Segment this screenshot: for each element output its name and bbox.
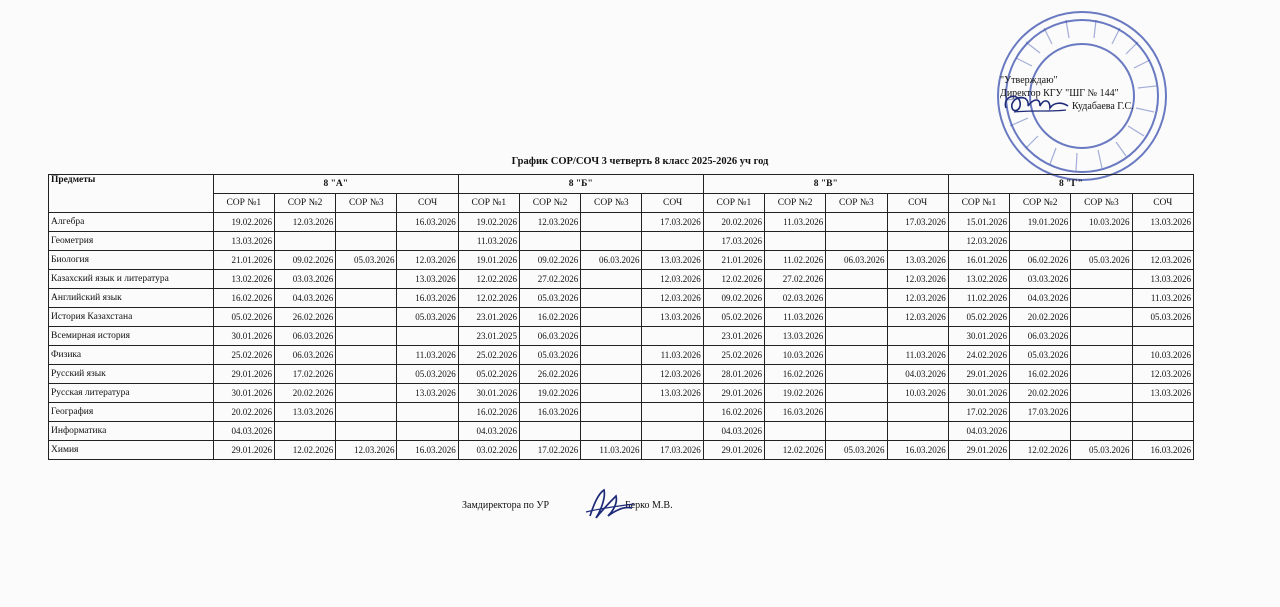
date-cell: 19.01.2026 — [458, 251, 519, 270]
date-cell: 27.02.2026 — [519, 270, 580, 289]
date-cell — [336, 289, 397, 308]
date-cell — [581, 327, 642, 346]
date-cell: 12.03.2026 — [642, 365, 703, 384]
subcolumn-header: СОР №1 — [213, 194, 274, 213]
date-cell — [1071, 232, 1132, 251]
date-cell — [1071, 365, 1132, 384]
subcolumn-header: СОР №1 — [948, 194, 1009, 213]
date-cell — [519, 422, 580, 441]
subcolumn-header: СОР №2 — [765, 194, 826, 213]
date-cell: 19.02.2026 — [458, 213, 519, 232]
date-cell: 16.03.2026 — [765, 403, 826, 422]
date-cell: 05.03.2026 — [826, 441, 887, 460]
date-cell: 06.02.2026 — [1010, 251, 1071, 270]
date-cell — [1071, 403, 1132, 422]
date-cell: 30.01.2026 — [458, 384, 519, 403]
date-cell: 09.02.2026 — [274, 251, 335, 270]
date-cell — [1071, 308, 1132, 327]
date-cell: 06.03.2026 — [581, 251, 642, 270]
date-cell — [397, 422, 458, 441]
date-cell: 10.03.2026 — [765, 346, 826, 365]
date-cell: 30.01.2026 — [213, 384, 274, 403]
subcolumn-header: СОР №2 — [274, 194, 335, 213]
date-cell: 16.02.2026 — [703, 403, 764, 422]
subcolumn-header: СОР №3 — [336, 194, 397, 213]
date-cell: 04.03.2026 — [703, 422, 764, 441]
date-cell: 28.01.2026 — [703, 365, 764, 384]
table-row — [49, 327, 1194, 346]
date-cell — [826, 422, 887, 441]
date-cell — [1132, 422, 1193, 441]
date-cell — [581, 365, 642, 384]
date-cell: 17.03.2026 — [642, 213, 703, 232]
date-cell: 13.02.2026 — [948, 270, 1009, 289]
date-cell: 17.03.2026 — [1010, 403, 1071, 422]
date-cell: 12.03.2026 — [397, 251, 458, 270]
date-cell: 26.02.2026 — [274, 308, 335, 327]
date-cell — [336, 270, 397, 289]
date-cell: 29.01.2026 — [948, 365, 1009, 384]
subject-cell: Геометрия — [49, 232, 214, 251]
table-row — [49, 365, 1194, 384]
date-cell: 17.03.2026 — [703, 232, 764, 251]
date-cell — [581, 384, 642, 403]
date-cell — [642, 232, 703, 251]
approval-heading: "Утверждаю" — [1000, 75, 1058, 86]
date-cell — [642, 422, 703, 441]
date-cell: 30.01.2026 — [948, 327, 1009, 346]
table-row — [49, 422, 1194, 441]
date-cell: 12.03.2026 — [274, 213, 335, 232]
date-cell: 05.03.2026 — [1132, 308, 1193, 327]
date-cell — [581, 232, 642, 251]
date-cell: 05.03.2026 — [519, 346, 580, 365]
date-cell: 20.02.2026 — [1010, 308, 1071, 327]
date-cell: 16.01.2026 — [948, 251, 1009, 270]
date-cell: 11.02.2026 — [948, 289, 1009, 308]
date-cell: 03.02.2026 — [458, 441, 519, 460]
date-cell — [1071, 327, 1132, 346]
schedule-body — [49, 213, 1194, 460]
date-cell — [336, 403, 397, 422]
date-cell: 23.01.2026 — [703, 327, 764, 346]
subject-cell: Английский язык — [49, 289, 214, 308]
date-cell — [826, 213, 887, 232]
date-cell: 10.03.2026 — [1132, 346, 1193, 365]
date-cell: 12.02.2026 — [274, 441, 335, 460]
date-cell: 04.03.2026 — [1010, 289, 1071, 308]
date-cell: 13.03.2026 — [765, 327, 826, 346]
date-cell — [887, 422, 948, 441]
date-cell: 09.02.2026 — [519, 251, 580, 270]
date-cell — [826, 403, 887, 422]
date-cell: 02.03.2026 — [765, 289, 826, 308]
date-cell — [887, 403, 948, 422]
subject-cell: Русский язык — [49, 365, 214, 384]
date-cell: 16.02.2026 — [1010, 365, 1071, 384]
date-cell — [336, 327, 397, 346]
date-cell — [397, 327, 458, 346]
table-row — [49, 441, 1194, 460]
date-cell — [1132, 327, 1193, 346]
table-row — [49, 403, 1194, 422]
date-cell: 11.03.2026 — [642, 346, 703, 365]
date-cell: 06.03.2026 — [519, 327, 580, 346]
date-cell: 12.03.2026 — [336, 441, 397, 460]
date-cell: 05.02.2026 — [948, 308, 1009, 327]
date-cell — [1010, 232, 1071, 251]
date-cell: 19.01.2026 — [1010, 213, 1071, 232]
table-row — [49, 384, 1194, 403]
date-cell: 05.03.2026 — [397, 365, 458, 384]
date-cell: 13.03.2026 — [887, 251, 948, 270]
date-cell: 13.03.2026 — [213, 232, 274, 251]
footer-position: Замдиректора по УР — [462, 500, 550, 511]
subcolumn-header: СОР №3 — [581, 194, 642, 213]
subject-cell: Химия — [49, 441, 214, 460]
date-cell: 13.03.2026 — [1132, 384, 1193, 403]
table-row — [49, 308, 1194, 327]
date-cell: 25.02.2026 — [213, 346, 274, 365]
date-cell: 16.02.2026 — [213, 289, 274, 308]
date-cell — [1071, 384, 1132, 403]
date-cell: 17.02.2026 — [948, 403, 1009, 422]
date-cell: 19.02.2026 — [519, 384, 580, 403]
date-cell — [826, 289, 887, 308]
date-cell: 17.03.2026 — [642, 441, 703, 460]
date-cell: 04.03.2026 — [887, 365, 948, 384]
date-cell: 05.03.2026 — [336, 251, 397, 270]
date-cell: 05.03.2026 — [397, 308, 458, 327]
date-cell: 12.03.2026 — [642, 270, 703, 289]
date-cell: 12.03.2026 — [887, 308, 948, 327]
date-cell: 12.02.2026 — [765, 441, 826, 460]
class-header-8a: 8 "А" — [213, 175, 458, 194]
date-cell: 12.02.2026 — [458, 289, 519, 308]
date-cell: 06.03.2026 — [274, 346, 335, 365]
date-cell — [519, 232, 580, 251]
date-cell — [581, 308, 642, 327]
date-cell: 25.02.2026 — [458, 346, 519, 365]
subcolumn-header: СОЧ — [887, 194, 948, 213]
date-cell — [826, 270, 887, 289]
date-cell: 10.03.2026 — [1071, 213, 1132, 232]
date-cell: 20.02.2026 — [213, 403, 274, 422]
date-cell: 13.02.2026 — [213, 270, 274, 289]
date-cell: 04.03.2026 — [458, 422, 519, 441]
date-cell — [336, 422, 397, 441]
date-cell: 19.02.2026 — [213, 213, 274, 232]
date-cell — [826, 327, 887, 346]
subcolumn-header: СОЧ — [1132, 194, 1193, 213]
date-cell: 23.01.2025 — [458, 327, 519, 346]
class-header-8b: 8 "Б" — [458, 175, 703, 194]
subject-cell: География — [49, 403, 214, 422]
date-cell: 03.03.2026 — [1010, 270, 1071, 289]
date-cell — [397, 403, 458, 422]
subcolumn-header: СОР №2 — [1010, 194, 1071, 213]
table-row — [49, 289, 1194, 308]
table-row — [49, 270, 1194, 289]
subject-cell: Биология — [49, 251, 214, 270]
date-cell: 13.03.2026 — [1132, 270, 1193, 289]
date-cell — [581, 213, 642, 232]
subcolumn-header-row — [49, 194, 1194, 213]
date-cell — [336, 365, 397, 384]
date-cell: 06.03.2026 — [1010, 327, 1071, 346]
date-cell — [826, 232, 887, 251]
subcolumn-header: СОР №2 — [519, 194, 580, 213]
date-cell: 16.02.2026 — [458, 403, 519, 422]
date-cell: 04.03.2026 — [274, 289, 335, 308]
date-cell — [274, 422, 335, 441]
date-cell: 11.03.2026 — [581, 441, 642, 460]
date-cell: 29.01.2026 — [213, 441, 274, 460]
table-row — [49, 232, 1194, 251]
date-cell: 11.03.2026 — [458, 232, 519, 251]
table-row — [49, 213, 1194, 232]
date-cell: 05.02.2026 — [213, 308, 274, 327]
date-cell: 12.03.2026 — [642, 289, 703, 308]
director-signature — [1000, 86, 1072, 120]
date-cell — [826, 365, 887, 384]
date-cell — [336, 213, 397, 232]
date-cell: 04.03.2026 — [213, 422, 274, 441]
date-cell: 12.02.2026 — [1010, 441, 1071, 460]
date-cell: 12.03.2026 — [887, 270, 948, 289]
date-cell: 06.03.2026 — [826, 251, 887, 270]
date-cell: 16.03.2026 — [397, 213, 458, 232]
date-cell — [581, 403, 642, 422]
date-cell — [826, 384, 887, 403]
date-cell: 13.03.2026 — [642, 308, 703, 327]
subject-cell: История Казахстана — [49, 308, 214, 327]
date-cell: 05.03.2026 — [1010, 346, 1071, 365]
date-cell: 15.01.2026 — [948, 213, 1009, 232]
deputy-signature — [582, 486, 636, 524]
subject-cell: Информатика — [49, 422, 214, 441]
date-cell: 12.02.2026 — [703, 270, 764, 289]
date-cell: 06.03.2026 — [274, 327, 335, 346]
date-cell: 12.03.2026 — [887, 289, 948, 308]
date-cell: 16.02.2026 — [765, 365, 826, 384]
date-cell: 16.03.2026 — [397, 289, 458, 308]
date-cell: 27.02.2026 — [765, 270, 826, 289]
date-cell: 12.03.2026 — [1132, 365, 1193, 384]
subject-cell: Алгебра — [49, 213, 214, 232]
approval-name: Кудабаева Г.С. — [1072, 101, 1134, 112]
date-cell — [887, 232, 948, 251]
date-cell: 29.01.2026 — [703, 441, 764, 460]
date-cell: 19.02.2026 — [765, 384, 826, 403]
date-cell: 03.03.2026 — [274, 270, 335, 289]
subcolumn-header: СОР №1 — [458, 194, 519, 213]
date-cell: 11.03.2026 — [765, 213, 826, 232]
date-cell: 21.01.2026 — [703, 251, 764, 270]
date-cell: 20.02.2026 — [1010, 384, 1071, 403]
date-cell: 30.01.2026 — [948, 384, 1009, 403]
class-header-8g: 8 "Г" — [948, 175, 1193, 194]
date-cell — [581, 289, 642, 308]
table-row — [49, 251, 1194, 270]
date-cell: 11.03.2026 — [887, 346, 948, 365]
date-cell: 16.03.2026 — [1132, 441, 1193, 460]
date-cell: 13.03.2026 — [642, 251, 703, 270]
date-cell: 11.03.2026 — [1132, 289, 1193, 308]
date-cell: 13.03.2026 — [642, 384, 703, 403]
date-cell: 30.01.2026 — [213, 327, 274, 346]
date-cell: 17.02.2026 — [519, 441, 580, 460]
date-cell: 12.02.2026 — [458, 270, 519, 289]
date-cell: 05.02.2026 — [703, 308, 764, 327]
table-row — [49, 346, 1194, 365]
footer-signature-block — [462, 500, 673, 511]
subject-cell: Всемирная история — [49, 327, 214, 346]
date-cell — [1010, 422, 1071, 441]
date-cell: 23.01.2026 — [458, 308, 519, 327]
date-cell — [826, 346, 887, 365]
date-cell: 20.02.2026 — [703, 213, 764, 232]
date-cell: 20.02.2026 — [274, 384, 335, 403]
date-cell: 13.03.2026 — [397, 270, 458, 289]
date-cell: 16.03.2026 — [519, 403, 580, 422]
subject-cell: Физика — [49, 346, 214, 365]
date-cell — [581, 346, 642, 365]
date-cell: 11.03.2026 — [765, 308, 826, 327]
footer-name: Берко М.В. — [625, 500, 673, 511]
date-cell: 29.01.2026 — [703, 384, 764, 403]
date-cell: 29.01.2026 — [213, 365, 274, 384]
date-cell: 26.02.2026 — [519, 365, 580, 384]
date-cell: 11.02.2026 — [765, 251, 826, 270]
date-cell — [1071, 289, 1132, 308]
subject-cell: Русская литература — [49, 384, 214, 403]
date-cell — [336, 346, 397, 365]
date-cell: 29.01.2026 — [948, 441, 1009, 460]
date-cell — [336, 384, 397, 403]
date-cell — [1132, 403, 1193, 422]
date-cell — [1071, 270, 1132, 289]
date-cell: 12.03.2026 — [948, 232, 1009, 251]
subcolumn-header: СОР №1 — [703, 194, 764, 213]
subjects-header: Предметы — [49, 175, 214, 213]
date-cell: 09.02.2026 — [703, 289, 764, 308]
date-cell: 05.03.2026 — [519, 289, 580, 308]
subcolumn-header: СОР №3 — [1071, 194, 1132, 213]
subcolumn-header: СОР №3 — [826, 194, 887, 213]
date-cell: 16.03.2026 — [397, 441, 458, 460]
date-cell: 10.03.2026 — [887, 384, 948, 403]
date-cell — [336, 232, 397, 251]
date-cell — [1071, 422, 1132, 441]
date-cell: 13.03.2026 — [397, 384, 458, 403]
date-cell: 17.03.2026 — [887, 213, 948, 232]
date-cell — [581, 422, 642, 441]
date-cell — [1071, 346, 1132, 365]
date-cell — [1132, 232, 1193, 251]
date-cell — [826, 308, 887, 327]
date-cell: 12.03.2026 — [519, 213, 580, 232]
class-header-8v: 8 "В" — [703, 175, 948, 194]
date-cell — [642, 403, 703, 422]
date-cell — [581, 270, 642, 289]
date-cell: 16.03.2026 — [887, 441, 948, 460]
page-title: График СОР/СОЧ 3 четверть 8 класс 2025-2026 уч год — [511, 156, 769, 167]
date-cell — [642, 327, 703, 346]
date-cell: 05.03.2026 — [1071, 441, 1132, 460]
date-cell — [887, 327, 948, 346]
date-cell: 25.02.2026 — [703, 346, 764, 365]
date-cell: 16.02.2026 — [519, 308, 580, 327]
date-cell: 04.03.2026 — [948, 422, 1009, 441]
date-cell — [336, 308, 397, 327]
date-cell — [397, 232, 458, 251]
date-cell: 13.03.2026 — [1132, 213, 1193, 232]
date-cell: 12.03.2026 — [1132, 251, 1193, 270]
date-cell: 13.03.2026 — [274, 403, 335, 422]
date-cell: 05.02.2026 — [458, 365, 519, 384]
date-cell — [765, 422, 826, 441]
subcolumn-header: СОЧ — [642, 194, 703, 213]
date-cell: 21.01.2026 — [213, 251, 274, 270]
approval-director: Директор КГУ "ШГ № 144" — [1000, 88, 1119, 99]
date-cell: 11.03.2026 — [397, 346, 458, 365]
schedule-table — [48, 174, 1194, 460]
date-cell: 17.02.2026 — [274, 365, 335, 384]
subcolumn-header: СОЧ — [397, 194, 458, 213]
subject-cell: Казахский язык и литература — [49, 270, 214, 289]
date-cell — [765, 232, 826, 251]
date-cell: 24.02.2026 — [948, 346, 1009, 365]
date-cell: 05.03.2026 — [1071, 251, 1132, 270]
date-cell — [274, 232, 335, 251]
